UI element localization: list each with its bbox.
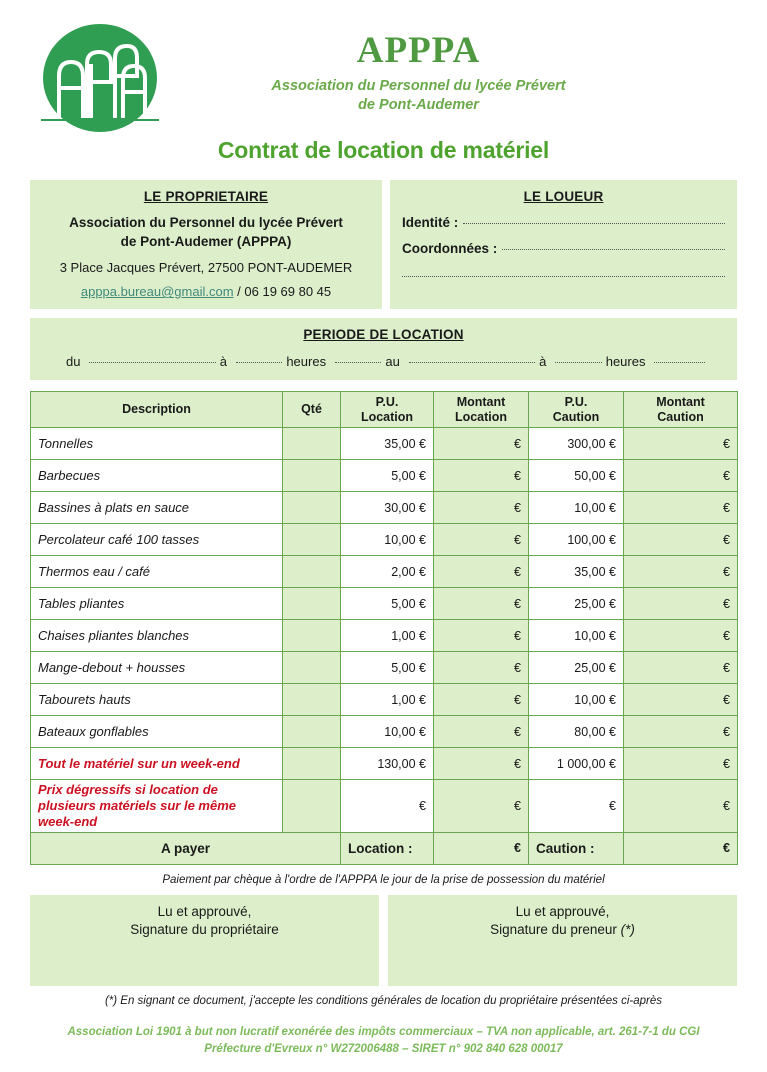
cell-description: Chaises pliantes blanches xyxy=(31,620,283,652)
table-row xyxy=(31,620,738,652)
cell-montant-caution[interactable]: € xyxy=(624,684,738,716)
cell-pu-caution: 10,00 € xyxy=(529,492,624,524)
owner-email-link[interactable]: apppa.bureau@gmail.com xyxy=(80,284,234,300)
cell-pu-caution: 80,00 € xyxy=(529,716,624,748)
cell-montant-caution[interactable]: € xyxy=(624,460,738,492)
th-pu-caution-line2: Caution xyxy=(552,409,600,424)
owner-signature-line1: Lu et approuvé, xyxy=(157,903,252,919)
renter-contact-row xyxy=(402,241,725,256)
cell-montant-location[interactable]: € xyxy=(434,460,529,492)
owner-phone: 06 19 69 80 45 xyxy=(244,284,332,300)
period-to-label: au xyxy=(385,354,400,370)
cell-pu-location: € xyxy=(341,780,434,833)
owner-name-line2: de Pont-Audemer (APPPA) xyxy=(120,233,292,249)
cell-montant-caution[interactable]: € xyxy=(624,780,738,833)
legal-footer xyxy=(0,1024,767,1059)
renter-signature-text: Signature du preneur xyxy=(490,922,621,938)
cell-montant-location[interactable]: € xyxy=(434,524,529,556)
cell-description: Barbecues xyxy=(31,460,283,492)
cell-pu-location: 5,00 € xyxy=(341,588,434,620)
th-montant-location-line2: Location xyxy=(454,409,508,424)
association-subtitle xyxy=(200,77,637,115)
cell-description: Tabourets hauts xyxy=(31,684,283,716)
rental-table-body xyxy=(31,428,738,833)
period-to-date-input[interactable] xyxy=(409,362,535,363)
cell-description: Bateaux gonflables xyxy=(31,716,283,748)
total-location-label: Location : xyxy=(341,832,434,864)
rental-table-container xyxy=(0,380,767,865)
table-row xyxy=(31,748,738,780)
cell-pu-location: 1,00 € xyxy=(341,620,434,652)
renter-panel-title: LE LOUEUR xyxy=(523,189,604,204)
renter-contact-extra-input[interactable] xyxy=(402,276,725,277)
cell-description: Percolateur café 100 tasses xyxy=(31,524,283,556)
owner-panel-title: LE PROPRIETAIRE xyxy=(143,189,269,204)
th-pu-location-line1: P.U. xyxy=(375,395,399,409)
cell-montant-caution[interactable]: € xyxy=(624,428,738,460)
legal-footer-line1: Association Loi 1901 à but non lucratif exonérée des impôts commerciaux – TVA non applicable, art. 261-7-1 du CGI xyxy=(67,1025,700,1038)
cell-quantity-input[interactable] xyxy=(283,492,341,524)
association-subtitle-line1: Association du Personnel du lycée Prévert xyxy=(271,77,566,94)
total-location-input[interactable]: € xyxy=(434,832,529,864)
cell-description: Tout le matériel sur un week-end xyxy=(31,748,283,780)
cell-pu-caution: 10,00 € xyxy=(529,684,624,716)
cell-quantity-input[interactable] xyxy=(283,652,341,684)
total-caution-label: Caution : xyxy=(529,832,624,864)
cell-montant-location[interactable]: € xyxy=(434,620,529,652)
cell-pu-caution: 100,00 € xyxy=(529,524,624,556)
cell-pu-caution: € xyxy=(529,780,624,833)
cell-montant-location[interactable]: € xyxy=(434,684,529,716)
cell-montant-location[interactable]: € xyxy=(434,748,529,780)
owner-signature-box[interactable] xyxy=(30,895,379,986)
th-pu-location-line2: Location xyxy=(360,409,414,424)
cell-description: Tonnelles xyxy=(31,428,283,460)
period-from-hour-input[interactable] xyxy=(236,362,282,363)
owner-signature-line2: Signature du propriétaire xyxy=(130,922,279,938)
cell-montant-location[interactable]: € xyxy=(434,492,529,524)
owner-name-line1: Association du Personnel du lycée Prévert xyxy=(69,215,343,230)
cell-pu-location: 35,00 € xyxy=(341,428,434,460)
cell-pu-location: 2,00 € xyxy=(341,556,434,588)
period-to-hour-input[interactable] xyxy=(555,362,601,363)
owner-contact xyxy=(40,284,372,299)
total-caution-input[interactable]: € xyxy=(624,832,738,864)
th-description: Description xyxy=(31,392,283,428)
cell-pu-location: 30,00 € xyxy=(341,492,434,524)
document-header xyxy=(0,0,767,125)
th-montant-location-line1: Montant xyxy=(456,395,506,409)
cell-quantity-input[interactable] xyxy=(283,460,341,492)
cell-pu-location: 10,00 € xyxy=(341,524,434,556)
period-to-extra-input[interactable] xyxy=(654,362,705,363)
period-from-extra-input[interactable] xyxy=(335,362,381,363)
renter-signature-line2 xyxy=(388,921,737,940)
cell-montant-caution[interactable]: € xyxy=(624,748,738,780)
th-pu-location xyxy=(341,392,434,428)
period-from-at-label: à xyxy=(219,354,228,370)
th-montant-caution xyxy=(624,392,738,428)
cell-montant-caution[interactable]: € xyxy=(624,716,738,748)
renter-signature-box[interactable] xyxy=(388,895,737,986)
period-to-hours-label: heures xyxy=(605,354,646,370)
table-row xyxy=(31,780,738,833)
cell-quantity-input[interactable] xyxy=(283,620,341,652)
th-pu-caution xyxy=(529,392,624,428)
total-label: A payer xyxy=(31,832,341,864)
renter-contact-input[interactable] xyxy=(502,249,725,250)
cell-montant-location[interactable]: € xyxy=(434,588,529,620)
table-row xyxy=(31,460,738,492)
table-total-row xyxy=(31,832,738,864)
signature-footnote: (*) En signant ce document, j'accepte les conditions générales de location du propriétaire présentées ci-après xyxy=(104,994,663,1007)
cell-description: Tables pliantes xyxy=(31,588,283,620)
cell-montant-caution[interactable]: € xyxy=(624,492,738,524)
renter-identity-input[interactable] xyxy=(463,223,725,224)
cell-pu-location: 130,00 € xyxy=(341,748,434,780)
parties-section xyxy=(0,180,767,309)
cell-quantity-input[interactable] xyxy=(283,556,341,588)
cell-pu-caution: 25,00 € xyxy=(529,588,624,620)
renter-contact-label: Coordonnées : xyxy=(402,241,498,256)
period-to-at-label: à xyxy=(539,354,547,370)
cell-quantity-input[interactable] xyxy=(283,684,341,716)
rental-period-panel xyxy=(30,318,737,380)
cell-quantity-input[interactable] xyxy=(283,716,341,748)
th-montant-location xyxy=(434,392,529,428)
legal-footer-line2: Préfecture d'Evreux n° W272006488 – SIRET n° 902 840 628 00017 xyxy=(204,1043,563,1056)
cell-description: Mange-debout + housses xyxy=(31,652,283,684)
cell-pu-caution: 25,00 € xyxy=(529,652,624,684)
cell-montant-location[interactable]: € xyxy=(434,652,529,684)
cell-quantity-input[interactable] xyxy=(283,428,341,460)
cell-description: Thermos eau / café xyxy=(31,556,283,588)
cell-pu-location: 1,00 € xyxy=(341,684,434,716)
cell-montant-location[interactable]: € xyxy=(434,780,529,833)
cell-pu-caution: 35,00 € xyxy=(529,556,624,588)
payment-note: Paiement par chèque à l'ordre de l'APPPA le jour de la prise de possession du matériel xyxy=(162,873,605,886)
th-quantity: Qté xyxy=(283,392,341,428)
owner-name xyxy=(40,214,372,251)
table-row xyxy=(31,588,738,620)
logo-container xyxy=(0,16,200,134)
cell-montant-caution[interactable]: € xyxy=(624,588,738,620)
owner-panel xyxy=(30,180,382,309)
cell-quantity-input[interactable] xyxy=(283,748,341,780)
table-row xyxy=(31,556,738,588)
apppa-circle-logo xyxy=(41,22,159,134)
period-from-hours-label: heures xyxy=(286,354,327,370)
cell-pu-caution: 50,00 € xyxy=(529,460,624,492)
table-row xyxy=(31,684,738,716)
rental-period-title: PERIODE DE LOCATION xyxy=(303,327,464,343)
cell-montant-caution[interactable]: € xyxy=(624,524,738,556)
association-subtitle-line2: de Pont-Audemer xyxy=(358,96,479,113)
renter-panel xyxy=(390,180,737,309)
cell-quantity-input[interactable] xyxy=(283,524,341,556)
renter-signature-line1: Lu et approuvé, xyxy=(515,903,610,919)
th-montant-caution-line2: Caution xyxy=(657,409,704,424)
renter-identity-row xyxy=(402,215,725,230)
cell-pu-location: 5,00 € xyxy=(341,652,434,684)
cell-pu-location: 10,00 € xyxy=(341,716,434,748)
owner-address: 3 Place Jacques Prévert, 27500 PONT-AUDEMER xyxy=(59,260,353,276)
cell-pu-caution: 300,00 € xyxy=(529,428,624,460)
th-pu-caution-line1: P.U. xyxy=(564,395,588,409)
cell-pu-caution: 10,00 € xyxy=(529,620,624,652)
cell-montant-caution[interactable]: € xyxy=(624,620,738,652)
table-row xyxy=(31,652,738,684)
table-row xyxy=(31,524,738,556)
signatures-section xyxy=(0,895,767,986)
table-row xyxy=(31,428,738,460)
cell-montant-location[interactable]: € xyxy=(434,556,529,588)
rental-period-fields xyxy=(30,354,737,369)
table-row xyxy=(31,716,738,748)
cell-description: Prix dégressifs si location de plusieurs matériels sur le même week-end xyxy=(31,780,283,833)
cell-quantity-input[interactable] xyxy=(283,588,341,620)
renter-identity-label: Identité : xyxy=(402,215,459,230)
cell-pu-location: 5,00 € xyxy=(341,460,434,492)
cell-montant-location[interactable]: € xyxy=(434,716,529,748)
table-header-row xyxy=(31,392,738,428)
document-title: Contrat de location de matériel xyxy=(217,137,550,163)
cell-montant-caution[interactable]: € xyxy=(624,556,738,588)
renter-signature-asterisk: (*) xyxy=(620,922,635,938)
owner-contact-separator: / xyxy=(233,284,245,300)
cell-quantity-input[interactable] xyxy=(283,780,341,833)
cell-pu-caution: 1 000,00 € xyxy=(529,748,624,780)
cell-description: Bassines à plats en sauce xyxy=(31,492,283,524)
period-from-label: du xyxy=(66,354,81,370)
header-title-block xyxy=(200,16,767,115)
cell-montant-caution[interactable]: € xyxy=(624,652,738,684)
cell-montant-location[interactable]: € xyxy=(434,428,529,460)
table-row xyxy=(31,492,738,524)
rental-items-table xyxy=(30,391,738,865)
th-montant-caution-line1: Montant xyxy=(656,395,705,409)
period-from-date-input[interactable] xyxy=(89,362,215,363)
association-acronym: APPPA xyxy=(356,30,481,71)
